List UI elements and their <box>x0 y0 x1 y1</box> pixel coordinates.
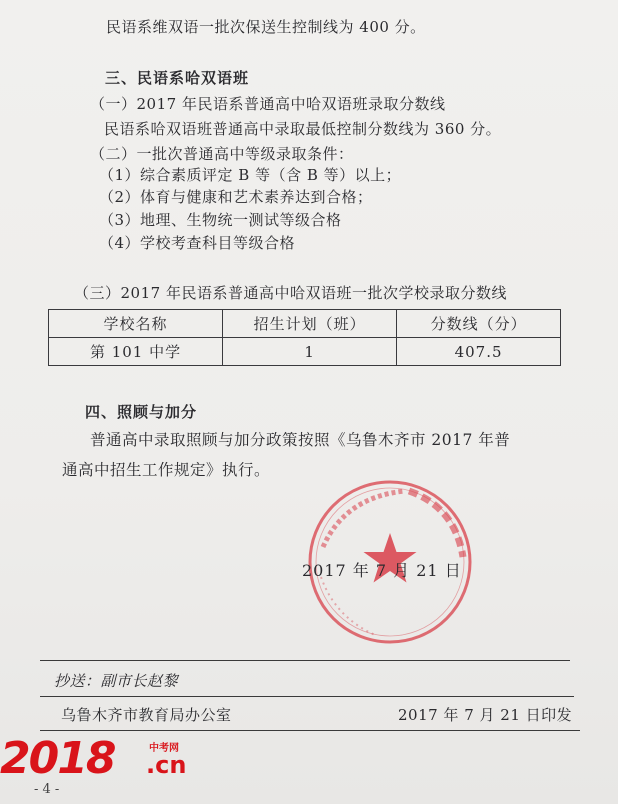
table-header-row <box>49 310 561 338</box>
cell-score-line: 407.5 <box>397 338 561 366</box>
subsection-3-heading: （三）2017 年民语系普通高中哈双语班一批次学校录取分数线 <box>74 284 507 302</box>
condition-3: （3）地理、生物统一测试等级合格 <box>99 211 342 229</box>
footer-mid-rule <box>40 696 574 697</box>
header-score-line: 分数线（分） <box>397 310 561 338</box>
min-score-line: 民语系哈双语班普通高中录取最低控制分数线为 360 分。 <box>104 120 502 138</box>
quota-line: 民语系维双语一批次保送生控制线为 400 分。 <box>106 18 426 36</box>
issue-date: 2017 年 7 月 21 日印发 <box>398 706 573 724</box>
cell-school-name: 第 101 中学 <box>49 338 223 366</box>
cc-line: 抄送：副市长赵黎 <box>54 672 179 690</box>
site-watermark-logo <box>0 735 210 783</box>
condition-1: （1）综合素质评定 B 等（含 B 等）以上； <box>99 166 402 184</box>
watermark-number: 2018 <box>0 733 115 784</box>
subsection-1-heading: （一）2017 年民语系普通高中哈双语班录取分数线 <box>90 95 446 113</box>
table-row <box>49 338 561 366</box>
header-school-name: 学校名称 <box>49 310 223 338</box>
page-number: - 4 - <box>34 782 60 797</box>
condition-2: （2）体育与健康和艺术素养达到合格； <box>99 188 373 206</box>
subsection-2-heading: （二）一批次普通高中等级录取条件： <box>90 145 354 163</box>
signature-date: 2017 年 7 月 21 日 <box>302 561 462 580</box>
watermark-site-name: 中考网 <box>149 743 179 754</box>
section-4-paragraph-line-2: 通高中招生工作规定》执行。 <box>62 461 271 479</box>
section-4-paragraph-line-1: 普通高中录取照顾与加分政策按照《乌鲁木齐市 2017 年普 <box>90 431 511 449</box>
footer-top-rule <box>40 660 570 661</box>
section-3-heading: 三、民语系哈双语班 <box>105 69 250 87</box>
section-4-heading: 四、照顾与加分 <box>85 403 198 421</box>
condition-4: （4）学校考查科目等级合格 <box>99 234 296 252</box>
issuer-name: 乌鲁木齐市教育局办公室 <box>61 706 232 724</box>
header-enrollment-plan: 招生计划（班） <box>223 310 397 338</box>
cell-enrollment-plan: 1 <box>223 338 397 366</box>
admission-score-table <box>48 309 561 366</box>
watermark-domain: .cn <box>146 751 187 779</box>
footer-bottom-rule <box>40 730 580 731</box>
